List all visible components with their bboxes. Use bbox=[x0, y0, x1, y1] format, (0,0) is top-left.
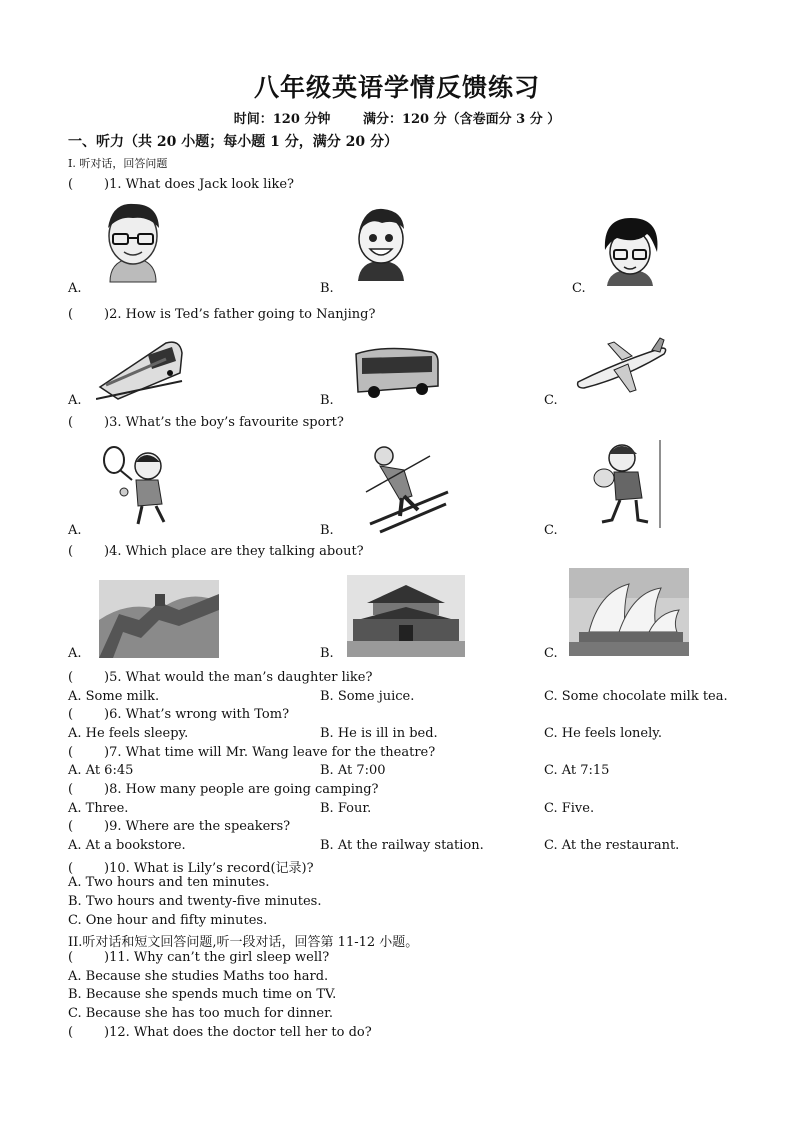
option-b[interactable]: B. Four. bbox=[320, 801, 372, 816]
option-c[interactable]: C. One hour and fifty minutes. bbox=[68, 913, 268, 928]
option-b-label[interactable]: B. bbox=[320, 281, 334, 296]
option-c[interactable]: C. Five. bbox=[544, 801, 595, 816]
answer-blank[interactable]: ( bbox=[68, 177, 74, 192]
exam-info bbox=[0, 108, 794, 127]
question-1 bbox=[68, 177, 294, 192]
option-b-label[interactable]: B. bbox=[320, 393, 334, 408]
page-title: 八年级英语学情反馈练习 bbox=[253, 73, 540, 102]
question-text: )7. What time will Mr. Wang leave for the theatre? bbox=[104, 745, 436, 760]
option-a[interactable]: A. At a bookstore. bbox=[68, 838, 186, 853]
question-8 bbox=[68, 782, 379, 797]
bus-icon bbox=[352, 344, 442, 400]
question-12 bbox=[68, 1025, 372, 1040]
tennis-icon bbox=[98, 444, 174, 530]
option-c[interactable]: C. Some chocolate milk tea. bbox=[544, 689, 728, 704]
answer-blank[interactable]: ( bbox=[68, 670, 74, 685]
question-text: )3. What’s the boy’s favourite sport? bbox=[104, 415, 344, 430]
option-a[interactable]: A. Some milk. bbox=[68, 689, 160, 704]
option-b[interactable]: B. He is ill in bed. bbox=[320, 726, 438, 741]
time-info: 时间：120 分钟 bbox=[233, 112, 331, 127]
question-text: )5. What would the man’s daughter like? bbox=[104, 670, 373, 685]
question-text: )8. How many people are going camping? bbox=[104, 782, 379, 797]
boy-glasses-cartoon-icon bbox=[597, 214, 663, 288]
question-11 bbox=[68, 950, 329, 965]
question-text: )10. What is Lily’s record(记录)? bbox=[104, 861, 314, 876]
answer-blank[interactable]: ( bbox=[68, 782, 74, 797]
option-c-label[interactable]: C. bbox=[544, 523, 558, 538]
question-4 bbox=[68, 544, 364, 559]
question-6 bbox=[68, 707, 289, 722]
question-7 bbox=[68, 745, 435, 760]
option-b[interactable]: B. Two hours and twenty-five minutes. bbox=[68, 894, 322, 909]
option-b-label[interactable]: B. bbox=[320, 646, 334, 661]
option-c[interactable]: C. He feels lonely. bbox=[544, 726, 663, 741]
airplane-icon bbox=[574, 336, 668, 398]
option-a[interactable]: A. Two hours and ten minutes. bbox=[68, 875, 270, 890]
question-3 bbox=[68, 415, 344, 430]
option-c[interactable]: C. Because she has too much for dinner. bbox=[68, 1006, 334, 1021]
question-text: )9. Where are the speakers? bbox=[104, 819, 291, 834]
answer-blank[interactable]: ( bbox=[68, 1025, 74, 1040]
part-heading: II.听对话和短文回答问题,听一段对话，回答第 11-12 小题。 bbox=[68, 935, 419, 950]
option-b[interactable]: B. Some juice. bbox=[320, 689, 415, 704]
volleyball-icon bbox=[582, 440, 664, 528]
opera-house-icon bbox=[569, 568, 689, 656]
boy-glasses-icon bbox=[98, 200, 168, 288]
boy-smiling-icon bbox=[350, 205, 412, 283]
option-c[interactable]: C. At 7:15 bbox=[544, 763, 610, 778]
answer-blank[interactable]: ( bbox=[68, 307, 74, 322]
option-b[interactable]: B. Because she spends much time on TV. bbox=[68, 987, 337, 1002]
question-9 bbox=[68, 819, 290, 834]
answer-blank[interactable]: ( bbox=[68, 861, 74, 876]
option-c[interactable]: C. At the restaurant. bbox=[544, 838, 680, 853]
option-a-label[interactable]: A. bbox=[68, 393, 82, 408]
answer-blank[interactable]: ( bbox=[68, 415, 74, 430]
question-text: )4. Which place are they talking about? bbox=[104, 544, 364, 559]
option-a[interactable]: A. Because she studies Maths too hard. bbox=[68, 969, 329, 984]
question-text: )2. How is Ted’s father going to Nanjing? bbox=[104, 307, 376, 322]
question-5 bbox=[68, 670, 372, 685]
option-a[interactable]: A. Three. bbox=[68, 801, 129, 816]
question-text: )1. What does Jack look like? bbox=[104, 177, 295, 192]
skiing-icon bbox=[360, 440, 450, 534]
option-a[interactable]: A. He feels sleepy. bbox=[68, 726, 189, 741]
question-text: )12. What does the doctor tell her to do? bbox=[104, 1025, 372, 1040]
option-a[interactable]: A. At 6:45 bbox=[68, 763, 134, 778]
option-b[interactable]: B. At 7:00 bbox=[320, 763, 386, 778]
option-c-label[interactable]: C. bbox=[572, 281, 586, 296]
answer-blank[interactable]: ( bbox=[68, 544, 74, 559]
option-c-label[interactable]: C. bbox=[544, 393, 558, 408]
question-2 bbox=[68, 307, 375, 322]
answer-blank[interactable]: ( bbox=[68, 745, 74, 760]
answer-blank[interactable]: ( bbox=[68, 950, 74, 965]
part-heading: I. 听对话，回答问题 bbox=[68, 157, 168, 170]
question-text: )11. Why can’t the girl sleep well? bbox=[104, 950, 330, 965]
question-10 bbox=[68, 857, 314, 876]
option-a-label[interactable]: A. bbox=[68, 523, 82, 538]
answer-blank[interactable]: ( bbox=[68, 707, 74, 722]
section-heading: 一、听力（共 20 小题；每小题 1 分，满分 20 分） bbox=[68, 134, 398, 150]
option-c-label[interactable]: C. bbox=[544, 646, 558, 661]
option-a-label[interactable]: A. bbox=[68, 646, 82, 661]
great-wall-icon bbox=[99, 580, 219, 658]
option-a-label[interactable]: A. bbox=[68, 281, 82, 296]
question-text: )6. What’s wrong with Tom? bbox=[104, 707, 290, 722]
answer-blank[interactable]: ( bbox=[68, 819, 74, 834]
train-icon bbox=[96, 333, 186, 403]
tiananmen-icon bbox=[347, 575, 465, 657]
option-b[interactable]: B. At the railway station. bbox=[320, 838, 484, 853]
score-info: 满分：120 分（含卷面分 3 分 ） bbox=[362, 112, 561, 127]
option-b-label[interactable]: B. bbox=[320, 523, 334, 538]
